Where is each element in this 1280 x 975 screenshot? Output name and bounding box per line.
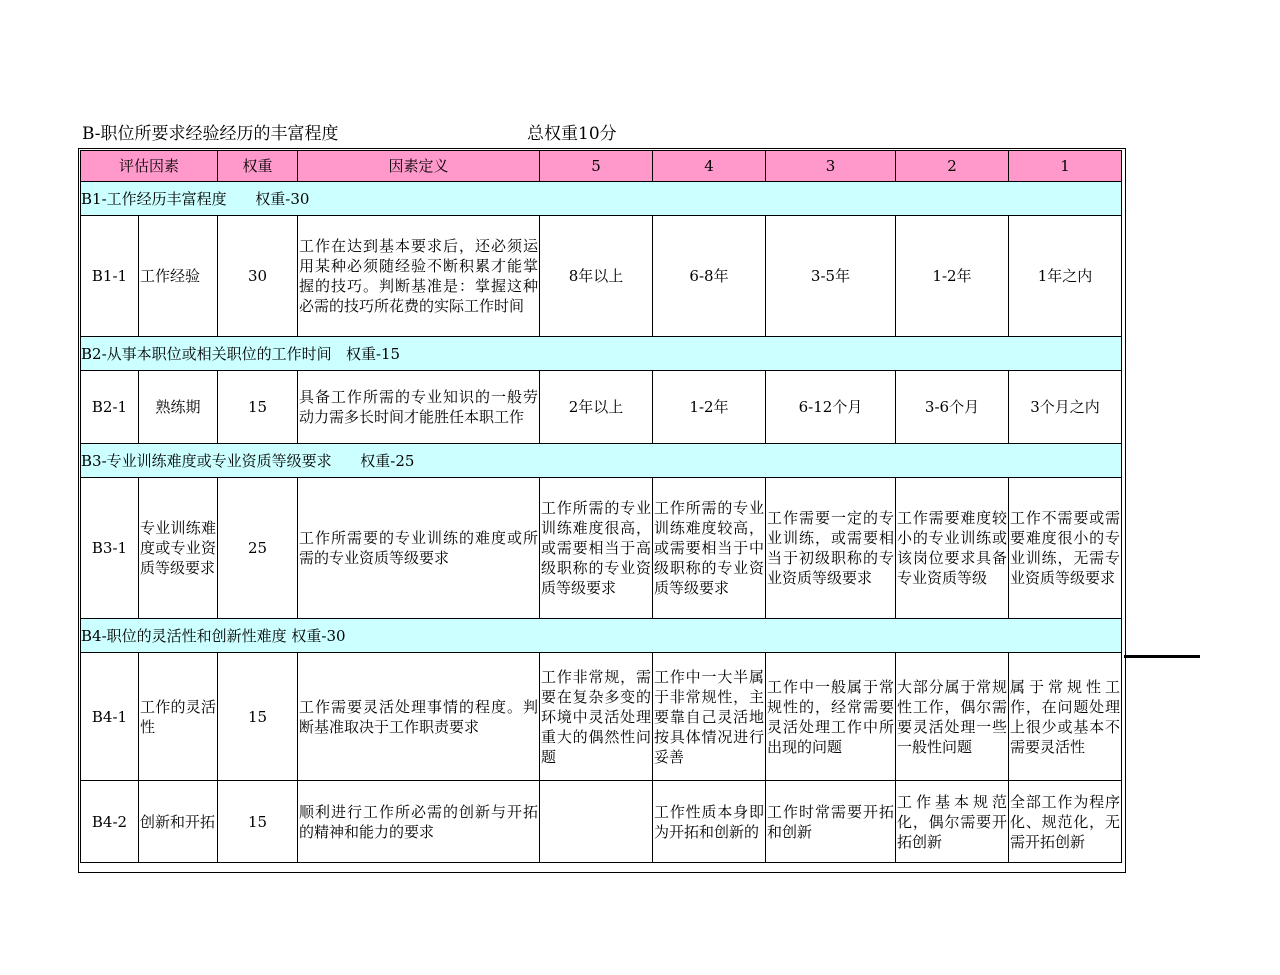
- row-factor: 专业训练难度或专业资质等级要求: [139, 478, 218, 619]
- row-definition: 工作所需要的专业训练的难度或所需的专业资质等级要求: [298, 478, 540, 619]
- level-2-cell: 工作需要难度较小的专业训练或该岗位要求具备专业资质等级: [896, 478, 1009, 619]
- level-2-cell: 工作基本规范化，偶尔需要开拓创新: [896, 781, 1009, 863]
- header-level-1: 1: [1009, 151, 1122, 182]
- section-row-b2: [81, 337, 1122, 371]
- level-2-cell: 大部分属于常规性工作，偶尔需要灵活处理一些一般性问题: [896, 653, 1009, 781]
- table-row-b4-1: [81, 653, 1122, 781]
- row-factor: 创新和开拓: [139, 781, 218, 863]
- row-weight: 30: [218, 216, 298, 337]
- level-1-cell: 全部工作为程序化、规范化，无需开拓创新: [1009, 781, 1122, 863]
- level-4-cell: 6-8年: [653, 216, 766, 337]
- header-level-3: 3: [766, 151, 896, 182]
- level-4-cell: 工作所需的专业训练难度较高，或需要相当于中级职称的专业资质等级要求: [653, 478, 766, 619]
- row-factor: 工作经验: [139, 216, 218, 337]
- section-b2-label: B2-从事本职位或相关职位的工作时间 权重-15: [81, 337, 1122, 371]
- row-factor: 工作的灵活性: [139, 653, 218, 781]
- row-weight: 15: [218, 653, 298, 781]
- level-1-cell: 工作不需要或需要难度很小的专业训练，无需专业资质等级要求: [1009, 478, 1122, 619]
- row-code: B4-1: [81, 653, 139, 781]
- total-weight-label: 总权重10分: [527, 124, 617, 144]
- level-2-cell: 1-2年: [896, 216, 1009, 337]
- level-3-cell: 6-12个月: [766, 371, 896, 444]
- level-5-cell: [540, 781, 653, 863]
- header-weight: 权重: [218, 151, 298, 182]
- row-code: B2-1: [81, 371, 139, 444]
- row-weight: 15: [218, 371, 298, 444]
- section-b3-label: B3-专业训练难度或专业资质等级要求 权重-25: [81, 444, 1122, 478]
- level-5-cell: 8年以上: [540, 216, 653, 337]
- row-weight: 15: [218, 781, 298, 863]
- table-row-b1-1: [81, 216, 1122, 337]
- row-definition: 工作需要灵活处理事情的程度。判断基准取决于工作职责要求: [298, 653, 540, 781]
- row-definition: 工作在达到基本要求后，还必须运用某种必须随经验不断积累才能掌握的技巧。判断基准是：掌握这种必需的技巧所花费的实际工作时间: [298, 216, 540, 337]
- stray-border-line: [1124, 655, 1200, 658]
- header-level-2: 2: [896, 151, 1009, 182]
- header-level-4: 4: [653, 151, 766, 182]
- row-factor: 熟练期: [139, 371, 218, 444]
- section-b1-label: B1-工作经历丰富程度 权重-30: [81, 182, 1122, 216]
- sheet-title: B-职位所要求经验经历的丰富程度: [82, 124, 339, 144]
- level-2-cell: 3-6个月: [896, 371, 1009, 444]
- level-5-cell: 工作非常规，需要在复杂多变的环境中灵活处理重大的偶然性问题: [540, 653, 653, 781]
- row-definition: 顺利进行工作所必需的创新与开拓的精神和能力的要求: [298, 781, 540, 863]
- row-weight: 25: [218, 478, 298, 619]
- header-row: [81, 151, 1122, 182]
- level-1-cell: 属于常规性工作，在问题处理上很少或基本不需要灵活性: [1009, 653, 1122, 781]
- level-5-cell: 工作所需的专业训练难度很高，或需要相当于高级职称的专业资质等级要求: [540, 478, 653, 619]
- row-code: B1-1: [81, 216, 139, 337]
- table-row-b2-1: [81, 371, 1122, 444]
- level-3-cell: 工作需要一定的专业训练，或需要相当于初级职称的专业资质等级要求: [766, 478, 896, 619]
- header-factor: 评估因素: [81, 151, 218, 182]
- table-row-b3-1: [81, 478, 1122, 619]
- table-row-b4-2: [81, 781, 1122, 863]
- header-definition: 因素定义: [298, 151, 540, 182]
- section-row-b4: [81, 619, 1122, 653]
- level-5-cell: 2年以上: [540, 371, 653, 444]
- section-row-b1: [81, 182, 1122, 216]
- level-3-cell: 3-5年: [766, 216, 896, 337]
- level-1-cell: 3个月之内: [1009, 371, 1122, 444]
- level-4-cell: 1-2年: [653, 371, 766, 444]
- level-4-cell: 工作中一大半属于非常规性，主要靠自己灵活地按具体情况进行妥善: [653, 653, 766, 781]
- level-3-cell: 工作中一般属于常规性的，经常需要灵活处理工作中所出现的问题: [766, 653, 896, 781]
- evaluation-table: [80, 150, 1122, 863]
- row-code: B4-2: [81, 781, 139, 863]
- section-row-b3: [81, 444, 1122, 478]
- header-level-5: 5: [540, 151, 653, 182]
- section-b4-label: B4-职位的灵活性和创新性难度 权重-30: [81, 619, 1122, 653]
- level-3-cell: 工作时常需要开拓和创新: [766, 781, 896, 863]
- row-definition: 具备工作所需的专业知识的一般劳动力需多长时间才能胜任本职工作: [298, 371, 540, 444]
- level-4-cell: 工作性质本身即为开拓和创新的: [653, 781, 766, 863]
- level-1-cell: 1年之内: [1009, 216, 1122, 337]
- row-code: B3-1: [81, 478, 139, 619]
